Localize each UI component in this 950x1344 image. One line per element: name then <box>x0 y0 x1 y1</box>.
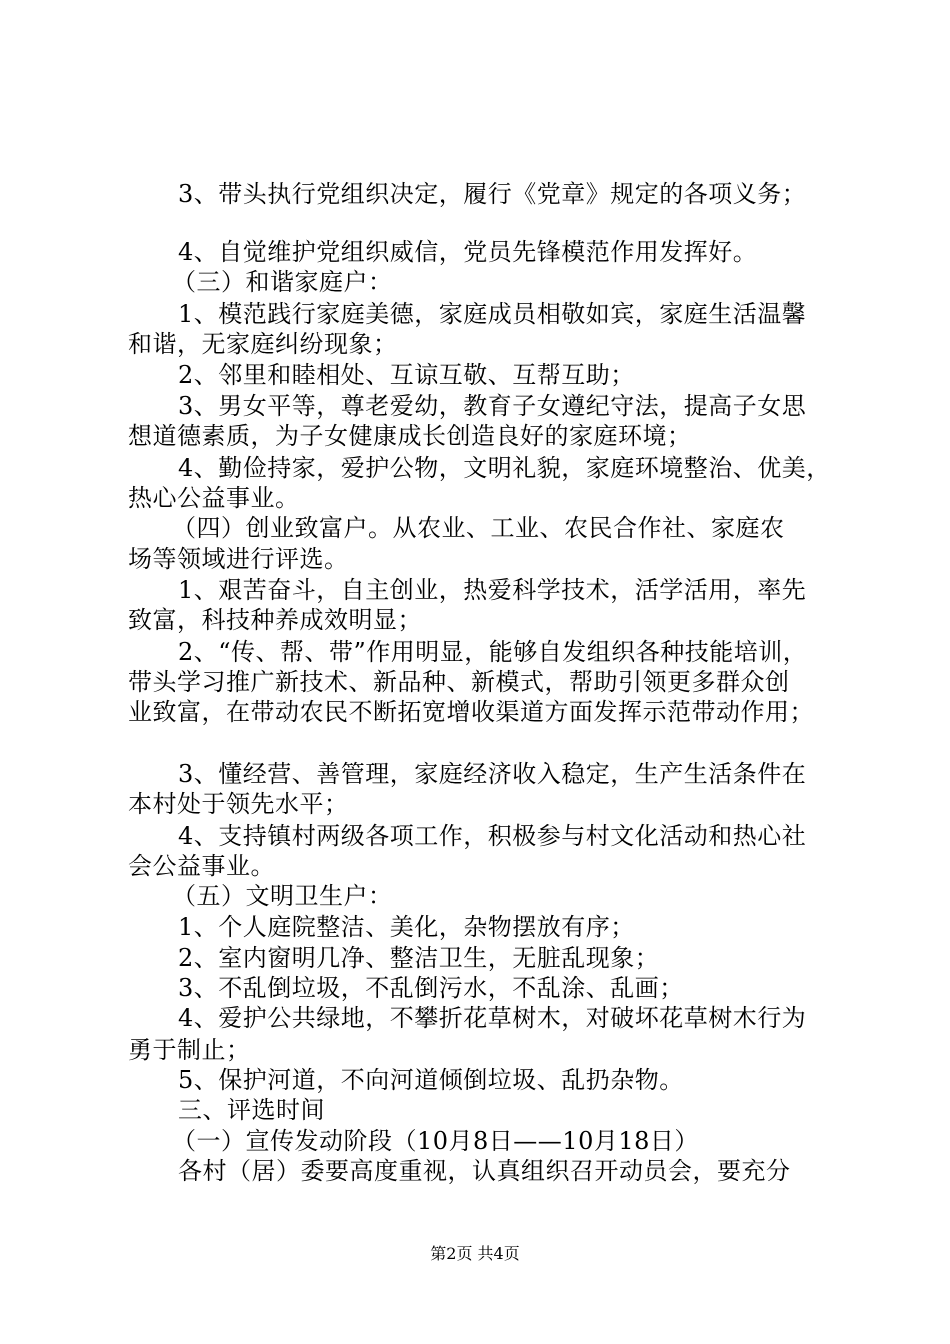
text-line: 2、“传、帮、带”作用明显，能够自发组织各种技能培训， <box>178 638 808 666</box>
text-line: 各村（居）委要高度重视，认真组织召开动员会，要充分 <box>178 1157 791 1185</box>
section-heading: （四）创业致富户。从农业、工业、农民合作社、家庭农 <box>172 514 785 542</box>
text-line: 致富，科技种养成效明显； <box>128 606 422 634</box>
text-line: 业致富，在带动农民不断拓宽增收渠道方面发挥示范带动作用； <box>128 698 814 726</box>
text-line: 1、艰苦奋斗，自主创业，热爱科学技术，活学活用，率先 <box>178 576 807 604</box>
text-line: 1、个人庭院整洁、美化，杂物摆放有序； <box>178 913 635 941</box>
text-line: 4、爱护公共绿地，不攀折花草树木，对破坏花草树木行为 <box>178 1004 807 1032</box>
text-line: 3、不乱倒垃圾，不乱倒污水，不乱涂、乱画； <box>178 974 684 1002</box>
text-line: 场等领域进行评选。 <box>128 545 349 573</box>
section-heading: （三）和谐家庭户： <box>172 268 393 296</box>
section-heading: （五）文明卫生户： <box>172 882 393 910</box>
text-line: 2、邻里和睦相处、互谅互敬、互帮互助； <box>178 361 635 389</box>
section-heading: （一）宣传发动阶段（10月8日——10月18日） <box>172 1127 699 1155</box>
text-line: 3、懂经营、善管理，家庭经济收入稳定，生产生活条件在 <box>178 760 807 788</box>
text-line: 3、带头执行党组织决定，履行《党章》规定的各项义务； <box>178 180 807 208</box>
text-line: 勇于制止； <box>128 1036 251 1064</box>
text-line: 5、保护河道，不向河道倾倒垃圾、乱扔杂物。 <box>178 1066 684 1094</box>
text-line: 本村处于领先水平； <box>128 790 349 818</box>
text-line: 1、模范践行家庭美德，家庭成员相敬如宾，家庭生活温馨 <box>178 300 807 328</box>
text-line: 4、勤俭持家，爱护公物，文明礼貌，家庭环境整治、优美， <box>178 454 831 482</box>
text-line: 4、支持镇村两级各项工作，积极参与村文化活动和热心社 <box>178 822 807 850</box>
text-line: 2、室内窗明几净、整洁卫生，无脏乱现象； <box>178 944 660 972</box>
text-line: 和谐，无家庭纠纷现象； <box>128 330 398 358</box>
section-heading: 三、评选时间 <box>178 1096 325 1124</box>
text-line: 4、自觉维护党组织威信，党员先锋模范作用发挥好。 <box>178 238 758 266</box>
text-line: 想道德素质，为子女健康成长创造良好的家庭环境； <box>128 422 692 450</box>
text-line: 会公益事业。 <box>128 852 275 880</box>
page-number-footer: 第2页 共4页 <box>430 1244 520 1263</box>
text-line: 带头学习推广新技术、新品种、新模式，帮助引领更多群众创 <box>128 668 790 696</box>
text-line: 3、男女平等，尊老爱幼，教育子女遵纪守法，提高子女思 <box>178 392 807 420</box>
text-line: 热心公益事业。 <box>128 484 300 512</box>
